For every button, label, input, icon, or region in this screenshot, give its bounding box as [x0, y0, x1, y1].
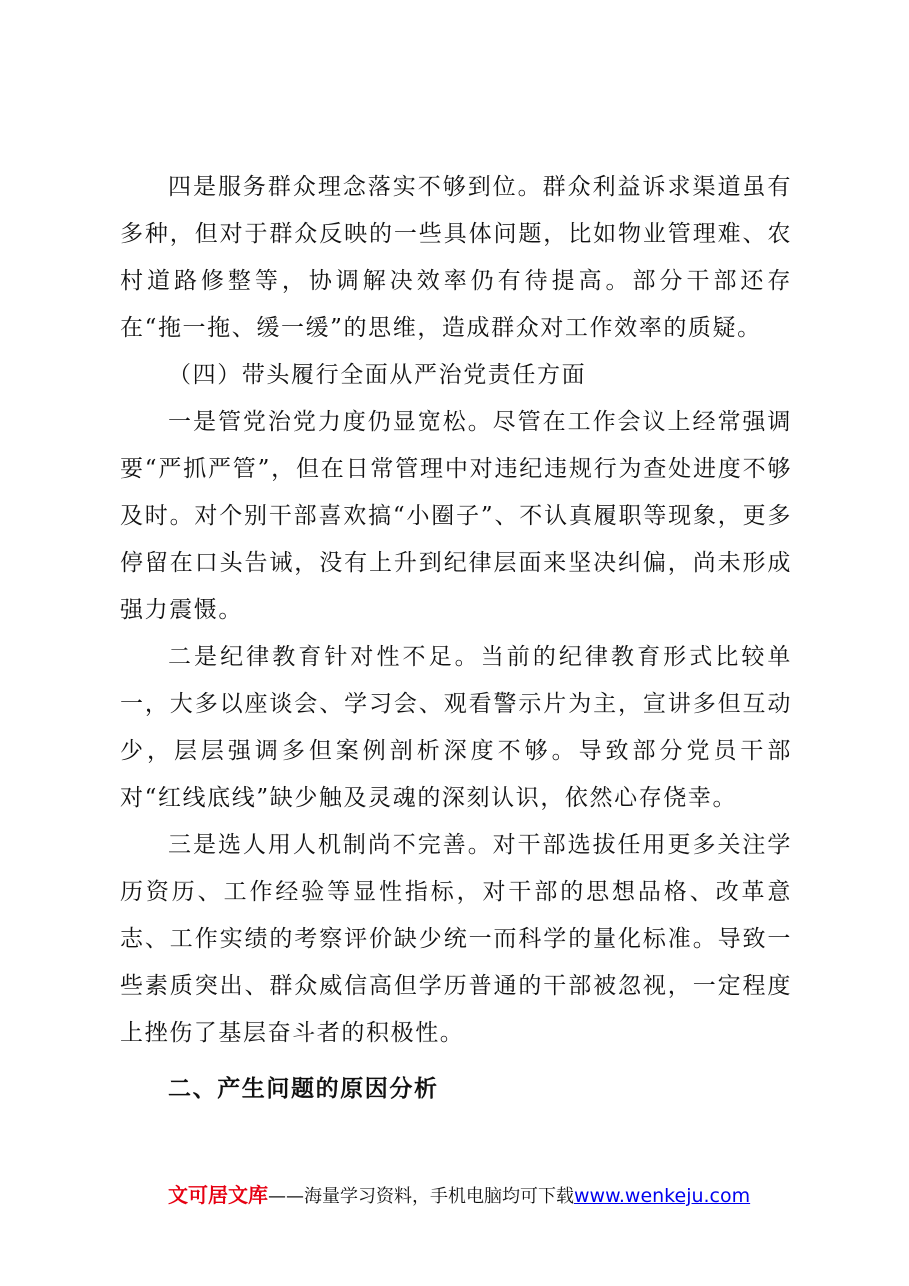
- section-heading-cause-analysis: 二、产生问题的原因分析: [168, 1076, 439, 1102]
- footer-brand: 文可居文库: [168, 1183, 268, 1207]
- footer-slogan: ——海量学习资料，手机电脑均可下载: [268, 1186, 574, 1207]
- paragraph-discipline-education: 二是纪律教育针对性不足。当前的纪律教育形式比较单一，大多以座谈会、学习会、观看警示片为主，宣讲多但互动少，层层强调多但案例剖析深度不够。导致部分党员干部对“红线底线”缺少触及灵魂的深刻认识，依然心存侥幸。: [120, 644, 792, 811]
- footer-url-link[interactable]: www.wenkeju.com: [574, 1185, 751, 1207]
- paragraph-governance-strength: 一是管党治党力度仍显宽松。尽管在工作会议上经常强调要“严抓严管”，但在日常管理中对违纪违规行为查处进度不够及时。对个别干部喜欢搞“小圈子”、不认真履职等现象，更多停留在口头告诫，没有上升到纪律层面来坚决纠偏，尚未形成强力震慑。: [120, 409, 792, 623]
- footer-banner: [168, 1180, 788, 1212]
- document-body: [120, 164, 792, 1057]
- paragraph-personnel-mechanism: 三是选人用人机制尚不完善。对干部选拔任用更多关注学历资历、工作经验等显性指标，对干部的思想品格、改革意志、工作实绩的考察评价缺少统一而科学的量化标准。导致一些素质突出、群众威信高但学历普通的干部被忽视，一定程度上挫伤了基层奋斗者的积极性。: [120, 832, 792, 1046]
- paragraph-service-awareness: 四是服务群众理念落实不够到位。群众利益诉求渠道虽有多种，但对于群众反映的一些具体问题，比如物业管理难、农村道路修整等，协调解决效率仍有待提高。部分干部还存在“拖一拖、缓一缓”的思维，造成群众对工作效率的质疑。: [120, 174, 792, 341]
- subheading-party-governance: （四）带头履行全面从严治党责任方面: [168, 362, 587, 388]
